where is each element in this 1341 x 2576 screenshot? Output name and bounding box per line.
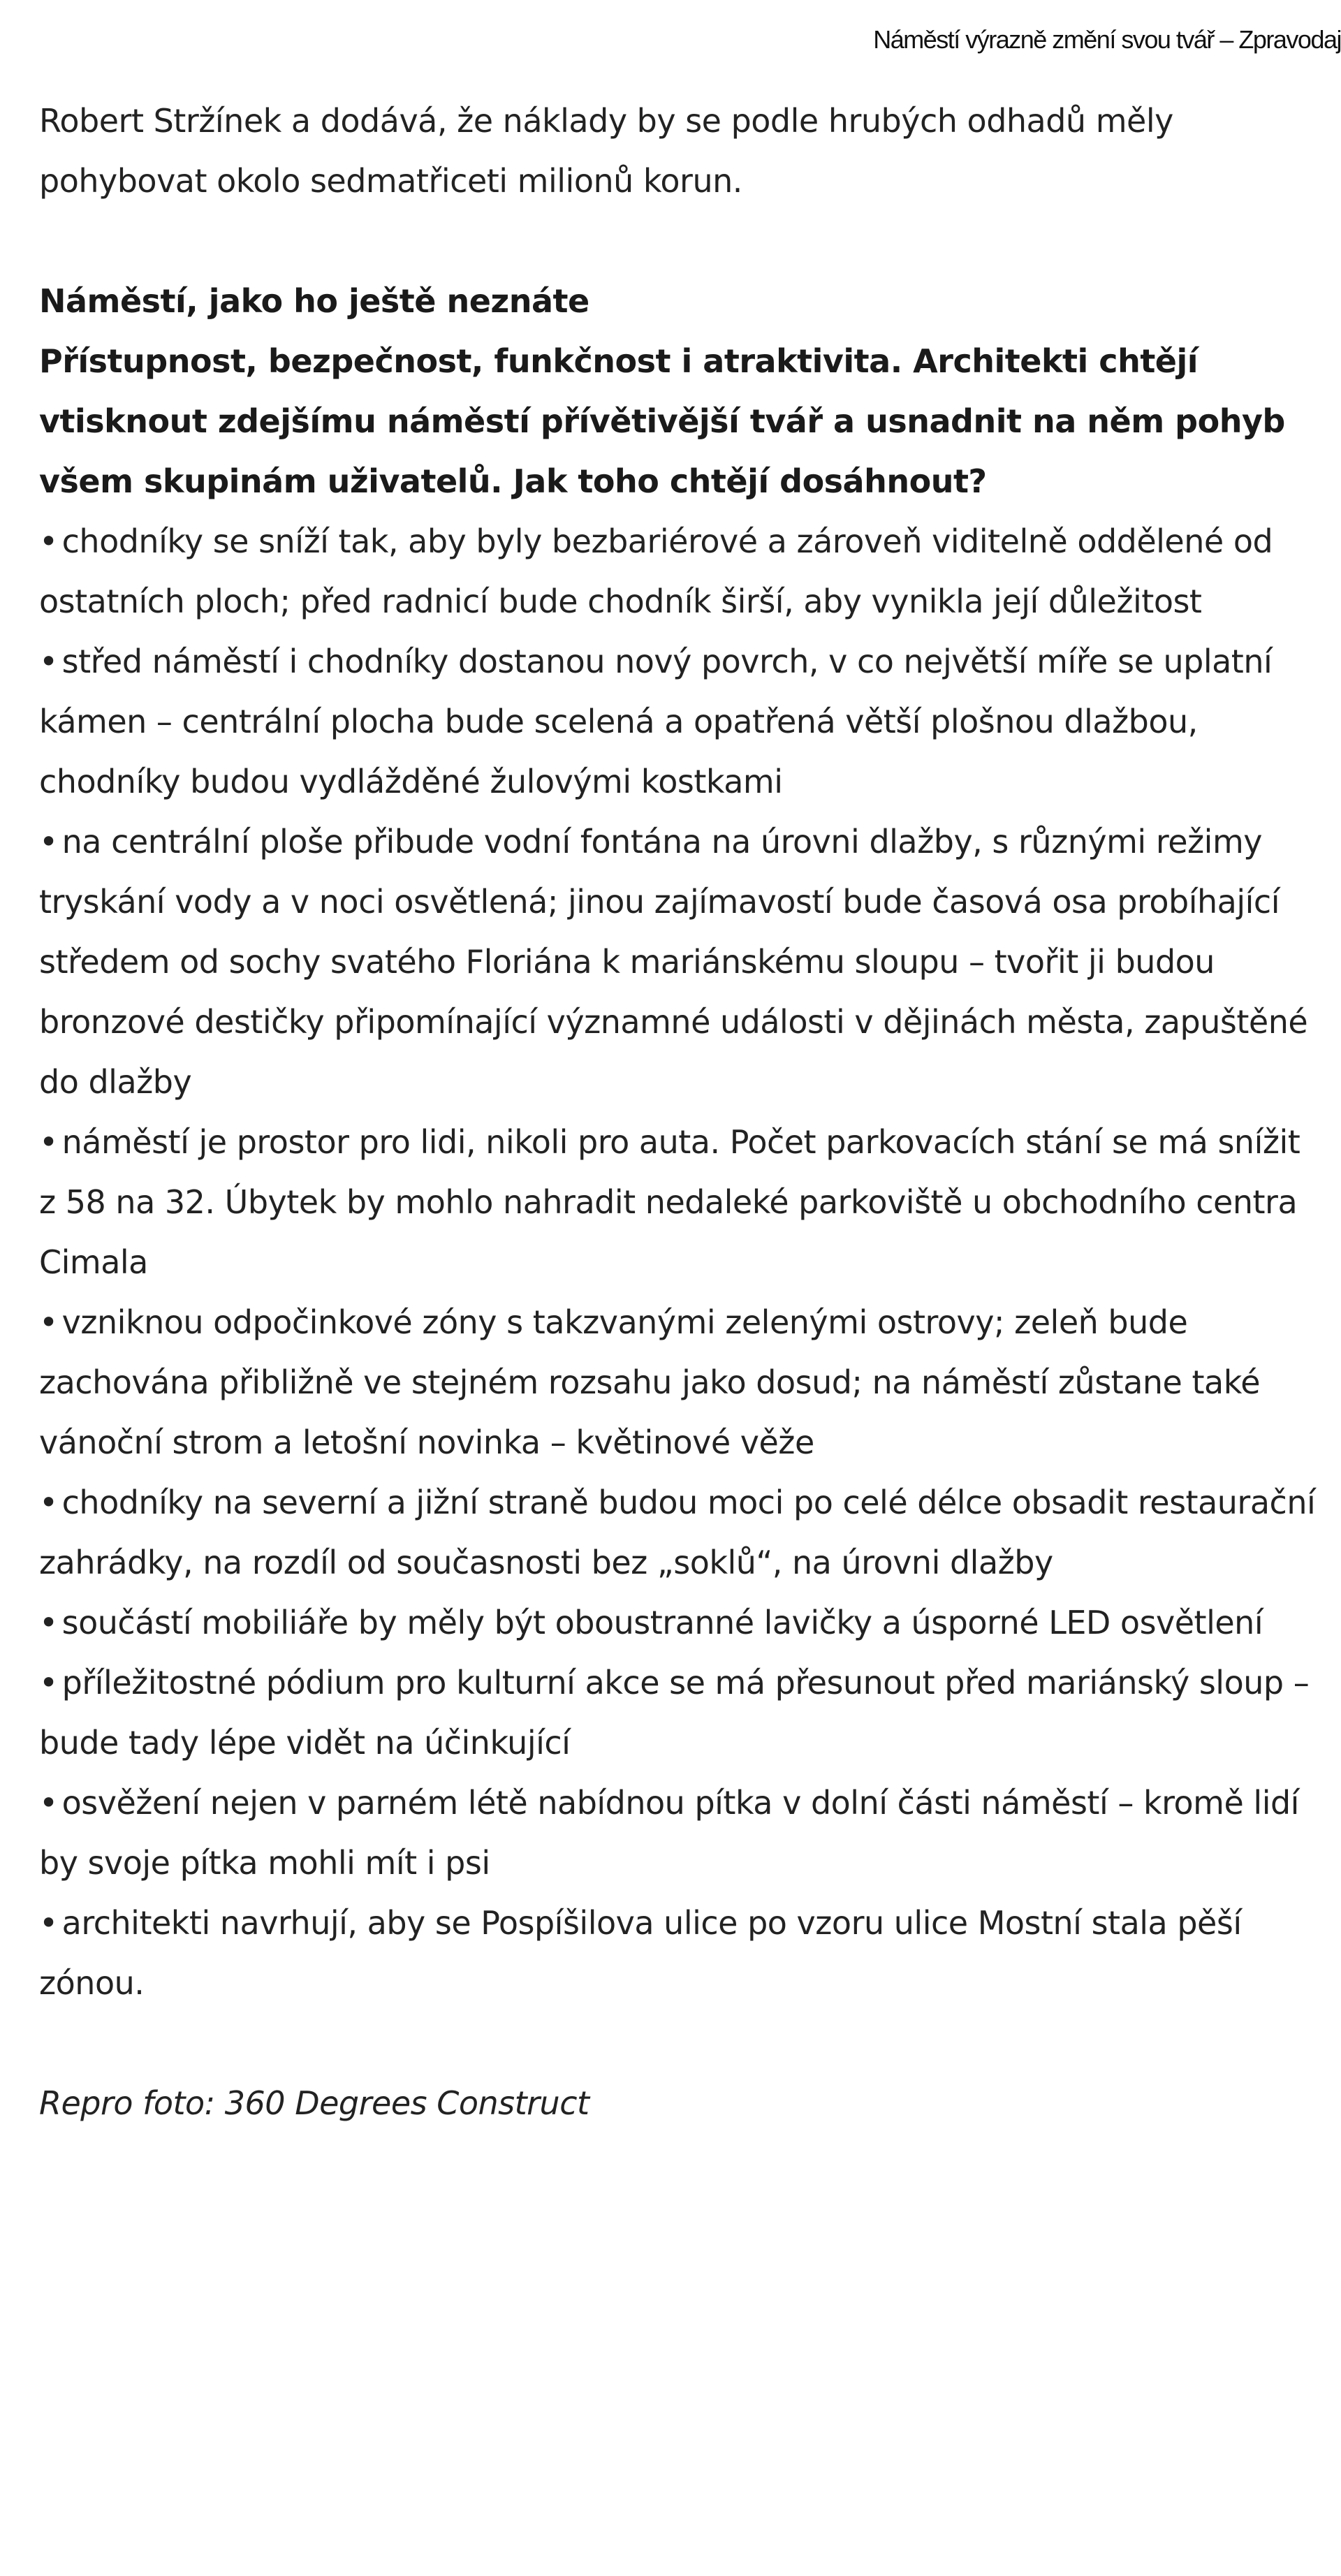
intro-paragraph: Robert Stržínek a dodává, že náklady by se podle hrubých odhadů měly pohybovat okolo sedmatřiceti milionů korun. bbox=[39, 102, 1173, 200]
feature-list bbox=[39, 511, 1324, 2013]
bullet-icon: • bbox=[39, 1484, 58, 1521]
list-item bbox=[39, 1112, 1324, 1292]
bullet-icon: • bbox=[39, 1123, 58, 1161]
list-item-text: náměstí je prostor pro lidi, nikoli pro auta. Počet parkovacích stání se má snížit z 58 na 32. Úbytek by mohlo nahradit nedaleké parkoviště u obchodního centra Cimala bbox=[39, 1123, 1300, 1281]
list-item bbox=[39, 1653, 1324, 1773]
bullet-icon: • bbox=[39, 1904, 58, 1942]
bullet-icon: • bbox=[39, 1604, 58, 1641]
bullet-icon: • bbox=[39, 1664, 58, 1702]
list-item bbox=[39, 1773, 1324, 1893]
list-item bbox=[39, 812, 1324, 1112]
list-item-text: architekti navrhují, aby se Pospíšilova ulice po vzoru ulice Mostní stala pěší zónou. bbox=[39, 1904, 1242, 2002]
page-header-title: Náměstí výrazně změní svou tvář – Zpravodaj bbox=[873, 25, 1341, 54]
list-item bbox=[39, 1472, 1324, 1593]
list-item-text: osvěžení nejen v parném létě nabídnou pítka v dolní části náměstí – kromě lidí by svoje pítka mohli mít i psi bbox=[39, 1784, 1299, 1882]
bullet-icon: • bbox=[39, 1784, 58, 1822]
list-item-text: chodníky na severní a jižní straně budou moci po celé délce obsadit restaurační zahrádky, na rozdíl od současnosti bez „soklů“, na úrovni dlažby bbox=[39, 1484, 1316, 1581]
section-heading: Náměstí, jako ho ještě neznáte bbox=[39, 282, 589, 320]
list-item bbox=[39, 1593, 1324, 1653]
lead-paragraph: Přístupnost, bezpečnost, funkčnost i atraktivita. Architekti chtějí vtisknout zdejšímu náměstí přívětivější tvář a usnadnit na něm pohyb všem skupinám uživatelů. Jak toho chtějí dosáhnout? bbox=[39, 342, 1285, 500]
list-item-text: chodníky se sníží tak, aby byly bezbariérové a zároveň viditelně oddělené od ostatních ploch; před radnicí bude chodník širší, aby vynikla její důležitost bbox=[39, 522, 1273, 620]
bullet-icon: • bbox=[39, 643, 58, 680]
bullet-icon: • bbox=[39, 1303, 58, 1341]
photo-credit: Repro foto: 360 Degrees Construct bbox=[39, 2084, 589, 2122]
list-item-text: na centrální ploše přibude vodní fontána na úrovni dlažby, s různými režimy tryskání vody a v noci osvětlená; jinou zajímavostí bude časová osa probíhající středem od sochy svatého Floriána k mariánskému sloupu – tvořit ji budou bronzové destičky připomínající významné události v dějinách města, zapuštěné do dlažby bbox=[39, 823, 1308, 1101]
list-item bbox=[39, 631, 1324, 812]
article-body bbox=[39, 91, 1324, 2133]
list-item-text: střed náměstí i chodníky dostanou nový povrch, v co největší míře se uplatní kámen – centrální plocha bude scelená a opatřená větší plošnou dlažbou, chodníky budou vydlážděné žulovými kostkami bbox=[39, 643, 1273, 800]
list-item bbox=[39, 1292, 1324, 1472]
list-item-text: vzniknou odpočinkové zóny s takzvanými zelenými ostrovy; zeleň bude zachována přibližně ve stejném rozsahu jako dosud; na náměstí zůstane také vánoční strom a letošní novinka – květinové věže bbox=[39, 1303, 1260, 1461]
list-item-text: příležitostné pódium pro kulturní akce se má přesunout před mariánský sloup – bude tady lépe vidět na účinkující bbox=[39, 1664, 1310, 1762]
list-item-text: součástí mobiliáře by měly být oboustranné lavičky a úsporné LED osvětlení bbox=[61, 1604, 1263, 1641]
list-item bbox=[39, 1893, 1324, 2013]
bullet-icon: • bbox=[39, 823, 58, 861]
list-item bbox=[39, 511, 1324, 631]
bullet-icon: • bbox=[39, 522, 58, 560]
